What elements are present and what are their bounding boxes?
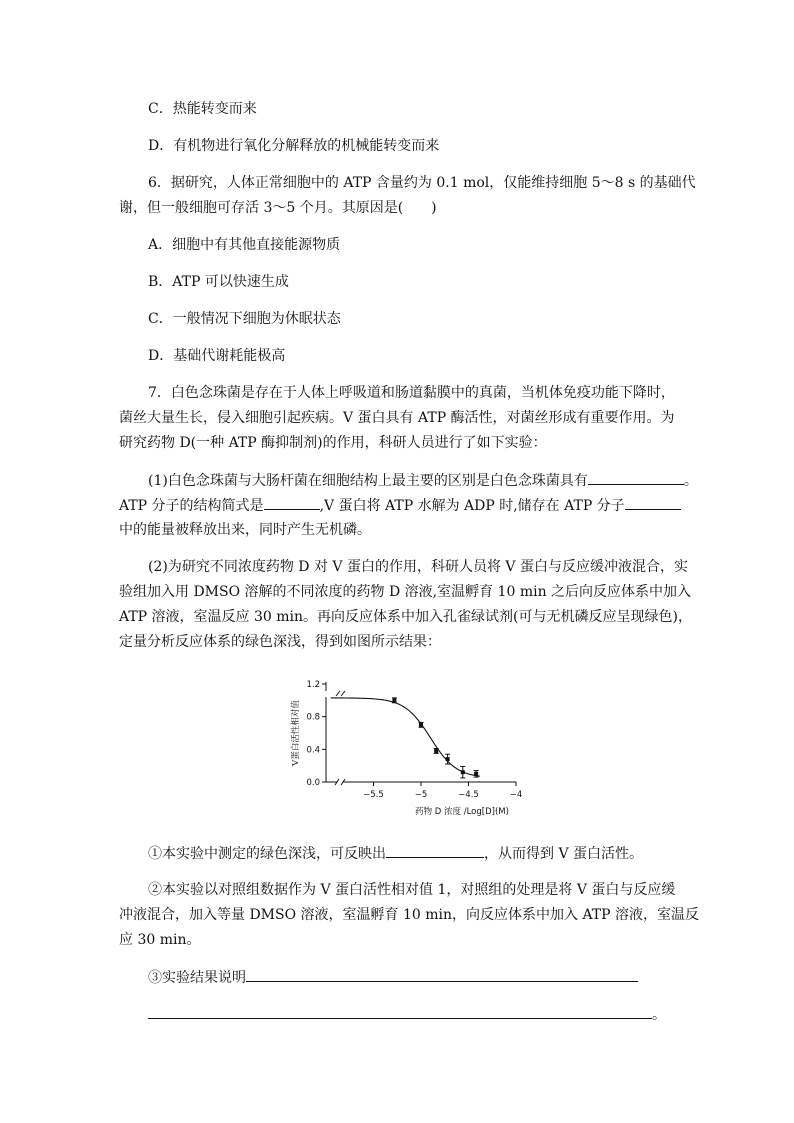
q7-sub1-text-b: ，从而得到 V 蛋白活性。 [484, 846, 644, 862]
q7-part1-line2 [119, 495, 681, 516]
q7-part1-text-c: ,V 蛋白将 ATP 水解为 ADP 时,储存在 ATP 分子 [319, 498, 625, 514]
option-q6-b: B．ATP 可以快速生成 [148, 274, 289, 290]
q7-sub3-end: 。 [652, 1007, 666, 1023]
x-tick-label: −5 [414, 790, 428, 800]
y-tick-label: 0.0 [306, 778, 320, 788]
data-point [474, 772, 478, 776]
answer-blank-5[interactable] [246, 967, 638, 982]
y-tick-label: 0.8 [306, 712, 320, 723]
q7-sub2-line1: ②本实验以对照组数据作为 V 蛋白活性相对值 1，对照组的处理是将 V 蛋白与反应缓 [148, 882, 676, 898]
q7-sub3-text: ③实验结果说明 [148, 970, 246, 986]
q7-intro-line3: 研究药物 D(一种 ATP 酶抑制剂)的作用，科研人员进行了如下实验： [119, 435, 547, 451]
q6-stem-line2: 谢，但一般细胞可存活 3～5 个月。其原因是( ) [119, 200, 437, 216]
q7-sub1-text-a: ①本实验中测定的绿色深浅，可反映出 [148, 846, 386, 862]
q7-intro-line2: 菌丝大量生长，侵入细胞引起疾病。V 蛋白具有 ATP 酶活性，对菌丝形成有重要作用。为 [119, 410, 675, 426]
answer-blank-4[interactable] [386, 843, 484, 858]
data-point [446, 757, 450, 761]
q7-part2-line4: 定量分析反应体系的绿色深浅，得到如图所示结果： [119, 634, 441, 650]
q7-part1-line3: 中的能量被释放出来，同时产生无机磷。 [119, 522, 371, 538]
top-axis-break-gap [323, 691, 329, 697]
answer-blank-2[interactable] [264, 495, 320, 510]
q6-stem-line1: 6．据研究，人体正常细胞中的 ATP 含量约为 0.1 mol，仅能维持细胞 5～8 s 的基础代 [148, 175, 696, 191]
answer-blank-6[interactable] [148, 1004, 652, 1019]
y-tick-label: 0.4 [306, 745, 320, 756]
q7-sub2-line3: 应 30 min。 [119, 932, 201, 948]
q7-part1-end: 。 [683, 473, 698, 489]
y-tick-label: 1.2 [306, 680, 320, 690]
x-axis-label: 药物 D 浓度 /Log[D](M) [415, 807, 509, 817]
data-point [392, 698, 396, 702]
q7-part1-text-a: (1)白色念珠菌与大肠杆菌在细胞结构上最主要的区别是白色念珠菌具有 [148, 473, 588, 489]
option-q6-c: C．一般情况下细胞为休眠状态 [148, 311, 341, 327]
q7-part2-line1: (2)为研究不同浓度药物 D 对 V 蛋白的作用，科研人员将 V 蛋白与反应缓冲液混合，实 [148, 559, 688, 575]
q7-sub2-line2: 冲液混合，加入等量 DMSO 溶液，室温孵育 10 min，向反应体系中加入 ATP 溶液，室温反 [119, 907, 700, 923]
q7-intro-line1: 7．白色念珠菌是存在于人体上呼吸道和肠道黏膜中的真菌，当机体免疫功能下降时， [148, 385, 675, 401]
x-tick-label: −5.5 [363, 790, 384, 800]
q7-sub3-line2 [148, 1004, 666, 1025]
curve-break-mark [341, 691, 345, 696]
option-q6-a: A．细胞中有其他直接能源物质 [148, 237, 341, 253]
data-point [461, 770, 465, 774]
answer-blank-1[interactable] [588, 470, 684, 485]
y-axis-label: V蛋白活性相对值 [291, 700, 301, 766]
answer-blank-3[interactable] [625, 495, 681, 510]
option-q6-d: D．基础代谢耗能极高 [148, 348, 286, 364]
data-point [419, 723, 423, 727]
q7-part2-line2: 验组加入用 DMSO 溶解的不同浓度的药物 D 溶液,室温孵育 10 min 之后向反应体系中加入 [119, 584, 692, 600]
q7-sub3-line1 [148, 967, 638, 988]
q7-part1-line1 [148, 470, 698, 491]
q7-part1-text-b: ATP 分子的结构简式是 [119, 498, 264, 514]
q7-part2-line3: ATP 溶液，室温反应 30 min。再向反应体系中加入孔雀绿试剂(可与无机磷反应呈现绿色)， [119, 609, 692, 625]
data-point [434, 749, 438, 753]
x-tick-label: −4.5 [458, 790, 479, 800]
curve-break-mark [336, 691, 340, 696]
q7-sub1 [148, 843, 643, 864]
activity-chart [280, 668, 540, 820]
fit-curve [331, 698, 480, 776]
option-q5-c: C．热能转变而来 [148, 101, 257, 117]
option-q5-d: D．有机物进行氧化分解释放的机械能转变而来 [148, 138, 440, 154]
x-tick-label: −4 [509, 790, 523, 800]
